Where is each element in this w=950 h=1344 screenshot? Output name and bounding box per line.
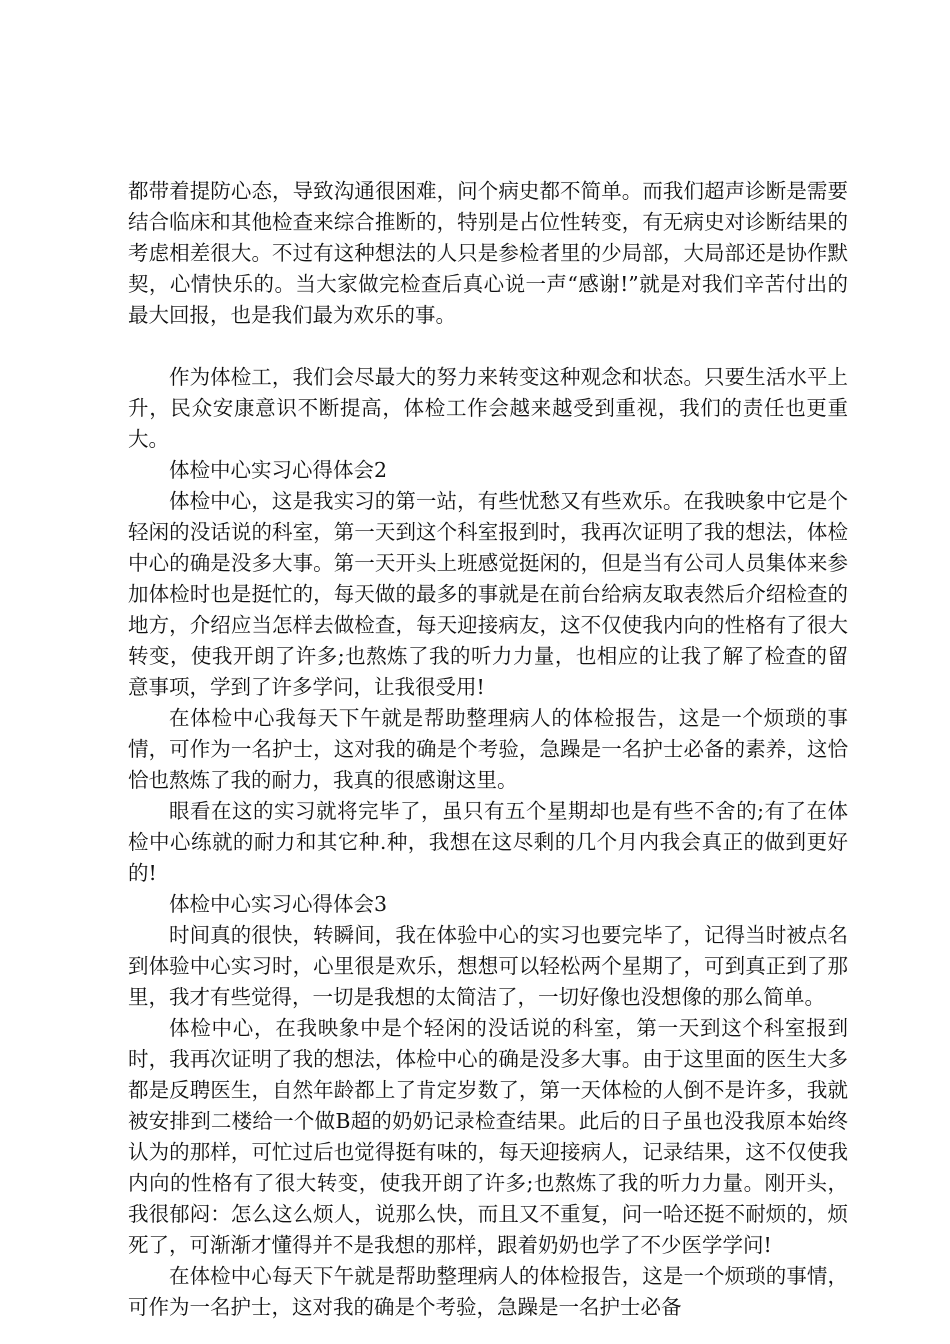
section-heading-2: 体检中心实习心得体会2 <box>169 458 388 482</box>
paragraph-afternoon-reports: 在体检中心我每天下午就是帮助整理病人的体检报告，这是一个烦琐的事情，可作为一名护士，这对我的确是个考验，急躁是一名护士必备的素养，这恰恰也熬炼了我的耐力，我真的很感谢这里。 <box>128 706 848 792</box>
paragraph-spacer <box>128 331 848 362</box>
paragraph-afternoon-reports-2: 在体检中心每天下午就是帮助整理病人的体检报告，这是一个烦琐的事情，可作为一名护士，这对我的确是个考验，急躁是一名护士必备 <box>128 1264 848 1319</box>
paragraph-continuation: 都带着提防心态，导致沟通很困难，问个病史都不简单。而我们超声诊断是需要结合临床和其他检查来综合推断的，特别是占位性转变，有无病史对诊断结果的考虑相差很大。不过有这种想法的人只是参检者里的少局部，大局部还是协作默契，心情快乐的。当大家做完检查后真心说一声“感谢!”就是对我们辛苦付出的最大回报，也是我们最为欢乐的事。 <box>128 179 848 327</box>
paragraph-b-ultrasound: 体检中心，在我映象中是个轻闲的没话说的科室，第一天到这个科室报到时，我再次证明了我的想法，体检中心的确是没多大事。由于这里面的医生大多都是反聘医生，自然年龄都上了肯定岁数了，第一天体检的人倒不是许多，我就被安排到二楼给一个做B超的奶奶记录检查结果。此后的日子虽也没我原本始终认为的那样，可忙过后也觉得挺有味的，每天迎接病人，记录结果，这不仅使我内向的性格有了很大转变，使我开朗了许多;也熬炼了我的听力力量。刚开头，我很郁闷：怎么这么烦人，说那么快，而且又不重复，问一哈还挺不耐烦的，烦死了，可渐渐才懂得并不是我想的那样，跟着奶奶也学了不少医学学问! <box>128 1016 848 1257</box>
paragraph-internship-ending: 眼看在这的实习就将完毕了，虽只有五个星期却也是有些不舍的;有了在体检中心练就的耐力和其它种.种，我想在这尽剩的几个月内我会真正的做到更好的! <box>128 799 848 885</box>
document-page <box>128 176 848 1323</box>
paragraph-first-station: 体检中心，这是我实习的第一站，有些忧愁又有些欢乐。在我映象中它是个轻闲的没话说的科室，第一天到这个科室报到时，我再次证明了我的想法，体检中心的确是没多大事。第一天开头上班感觉挺闲的，但是当有公司人员集体来参加体检时也是挺忙的，每天做的最多的事就是在前台给病友取表然后介绍检查的地方，介绍应当怎样去做检查，每天迎接病友，这不仅使我内向的性格有了很大转变，使我开朗了许多;也熬炼了我的听力力量，也相应的让我了解了检查的留意事项，学到了许多学问，让我很受用! <box>128 489 848 699</box>
paragraph-responsibility: 作为体检工，我们会尽最大的努力来转变这种观念和状态。只要生活水平上升，民众安康意识不断提高，体检工作会越来越受到重视，我们的责任也更重大。 <box>128 365 848 451</box>
section-heading-3: 体检中心实习心得体会3 <box>169 892 388 916</box>
paragraph-time-flies: 时间真的很快，转瞬间，我在体验中心的实习也要完毕了，记得当时被点名到体验中心实习时，心里很是欢乐，想想可以轻松两个星期了，可到真正到了那里，我才有些觉得，一切是我想的太简洁了，一切好像也没想像的那么简单。 <box>128 923 848 1009</box>
